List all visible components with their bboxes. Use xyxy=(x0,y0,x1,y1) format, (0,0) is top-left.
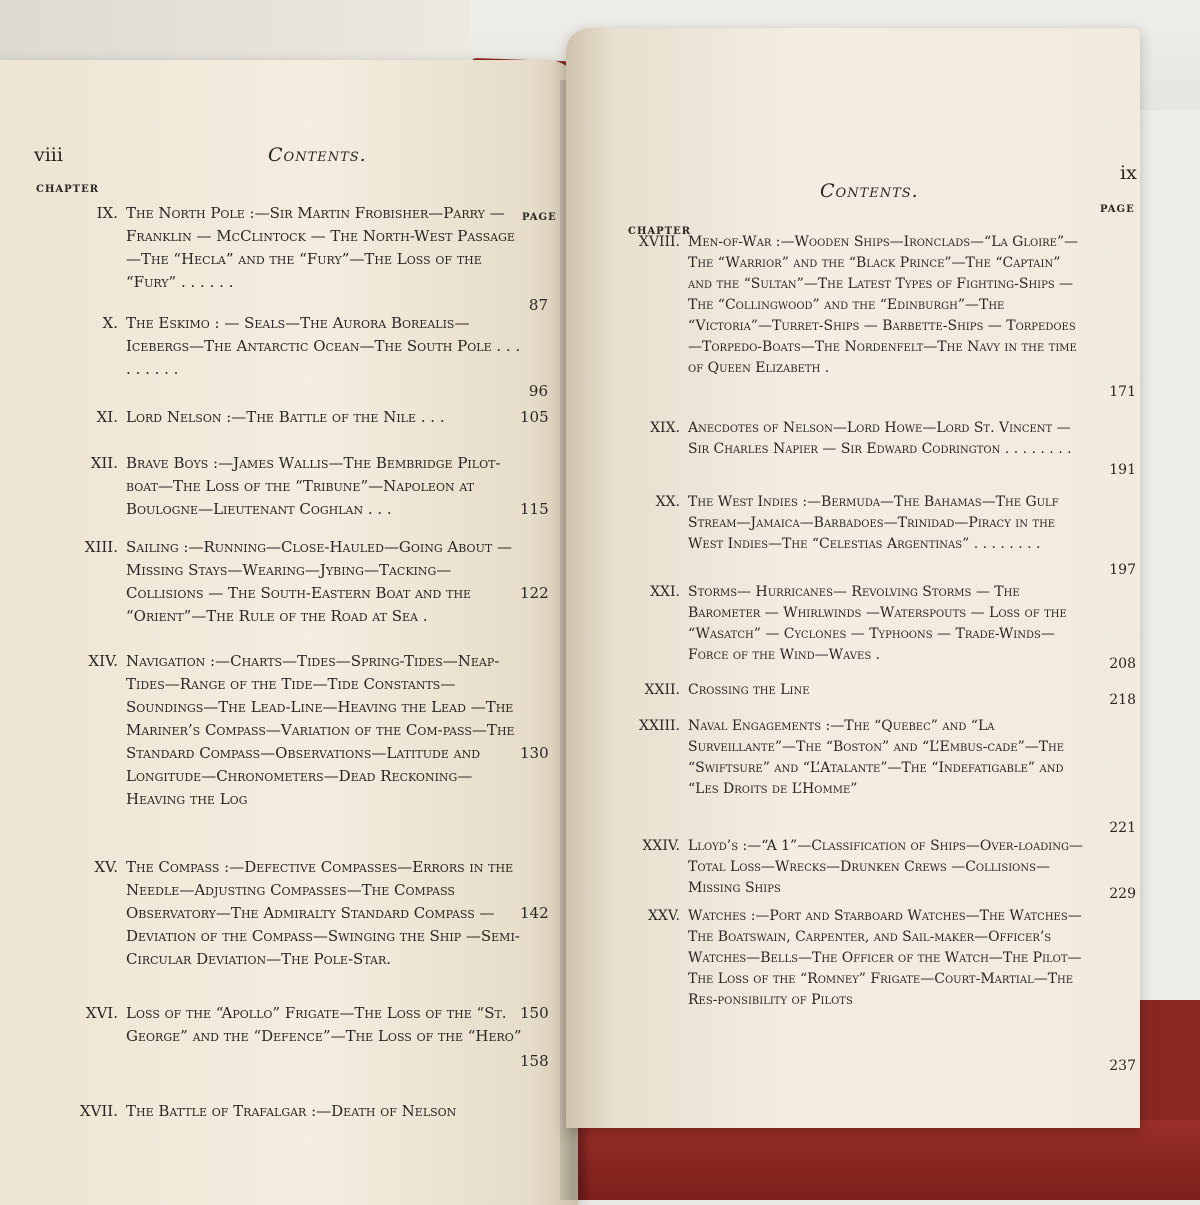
chapter-page: 150 xyxy=(520,1004,549,1022)
chapter-number: XI. xyxy=(96,408,118,426)
chapter-page: 237 xyxy=(1109,1058,1136,1074)
chapter-page: 130 xyxy=(520,744,549,762)
toc-entry xyxy=(30,650,550,850)
chapter-number: XX. xyxy=(655,494,680,510)
chapter-number: XIV. xyxy=(88,652,118,670)
chapter-title: Lord Nelson :—The Battle of the Nile . . . xyxy=(126,408,445,426)
chapter-title: Men-of-War :—Wooden Ships—Ironclads—“La Gloire”—The “Warrior” and the “Black Prince”—The “Captain” and the “Sultan”—The Latest Types of Fighting-Ships — The “Collingwood” and the “Edinburgh”—The “Victoria”—Turret-Ships — Barbette-Ships — Torpedoes—Torpedo-Boats—The Nordenfelt—The Navy in the time of Queen Elizabeth . xyxy=(688,234,1079,376)
page-header: Contents. xyxy=(268,144,367,166)
chapter-title: Storms— Hurricanes— Revolving Storms — The Barometer — Whirlwinds —Waterspouts — Loss of the “Wasatch” — Cyclones — Typhoons — Trade-Winds—Force of the Wind—Waves . xyxy=(688,584,1067,663)
toc-entry xyxy=(30,312,550,402)
chapter-number: XIX. xyxy=(650,420,680,436)
chapter-page: 122 xyxy=(520,584,549,602)
chapter-title: The North Pole :—Sir Martin Frobisher—Parry —Franklin — McClintock — The North-West Passage—The “Hecla” and the “Fury”—The Loss of the “Fury” . . . . . . xyxy=(126,204,515,291)
chapter-title: Watches :—Port and Starboard Watches—The Watches—The Boatswain, Carpenter, and Sail-maker—Officer’s Watches—Bells—The Officer of the Watch—The Pilot—The Loss of the “Romney” Frigate—Court-Martial—The Res-ponsibility of Pilots xyxy=(688,908,1082,1008)
page-number: ix xyxy=(1120,162,1137,184)
toc-entry xyxy=(30,536,550,646)
chapter-page: 229 xyxy=(1109,886,1136,902)
chapter-title: Lloyd’s :—“A 1”—Classification of Ships—Over-loading—Total Loss—Wrecks—Drunken Crews —Collisions—Missing Ships xyxy=(688,838,1083,896)
toc-entry xyxy=(616,418,1136,488)
chapter-title: The Eskimo : — Seals—The Aurora Borealis—Icebergs—The Antarctic Ocean—The South Pole . . . . . . . . . xyxy=(126,314,521,378)
chapter-number: IX. xyxy=(96,204,118,222)
chapter-page: 96 xyxy=(528,382,548,400)
toc-entry xyxy=(30,406,550,436)
toc-entry xyxy=(616,836,1136,906)
toc-entry xyxy=(30,1052,550,1140)
chapter-title: Naval Engagements :—The “Quebec” and “La Surveillante”—The “Boston” and “L’Embus-cade”—The “Swiftsure” and “L’Atalante”—The “Indefatigable” and “Les Droits de L’Homme” xyxy=(688,718,1065,797)
chapter-title: Brave Boys :—James Wallis—The Bembridge Pilot-boat—The Loss of the “Tribune”—Napoleon at Boulogne—Lieutenant Coghlan . . . xyxy=(126,454,501,518)
chapter-page: 158 xyxy=(520,1052,549,1070)
chapter-number: X. xyxy=(102,314,118,332)
chapter-number: XXI. xyxy=(650,584,680,600)
chapter-title: Crossing the Line xyxy=(688,682,810,698)
chapter-number: XVIII. xyxy=(638,234,680,250)
page-label: PAGE xyxy=(522,212,557,223)
page-label: PAGE xyxy=(1100,204,1135,215)
chapter-page: 218 xyxy=(1109,692,1136,708)
chapter-number: XXIV. xyxy=(642,838,680,854)
chapter-label: CHAPTER xyxy=(36,184,100,195)
right-page xyxy=(566,28,1140,1128)
toc-entry xyxy=(30,856,550,996)
chapter-number: XXIII. xyxy=(639,718,680,734)
toc-entry xyxy=(30,1002,550,1092)
chapter-page: 115 xyxy=(520,500,549,518)
chapter-page: 191 xyxy=(1109,462,1136,478)
chapter-number: XXV. xyxy=(647,908,680,924)
chapter-page: 87 xyxy=(528,296,548,314)
chapter-page: 208 xyxy=(1109,656,1136,672)
chapter-page: 105 xyxy=(520,408,549,426)
toc-entry xyxy=(616,232,1136,412)
chapter-title: The West Indies :—Bermuda—The Bahamas—The Gulf Stream—Jamaica—Barbadoes—Trinidad—Piracy in the West Indies—The “Celestias Argentinas” . . . . . . . . xyxy=(688,494,1059,552)
book-cover-bottom xyxy=(560,1120,1200,1200)
chapter-number: XVII. xyxy=(79,1102,118,1120)
chapter-number: XV. xyxy=(94,858,118,876)
chapter-title: Loss of the “Apollo” Frigate—The Loss of the “St. George” and the “Defence”—The Loss of the “Hero” xyxy=(126,1004,522,1045)
chapter-title: Anecdotes of Nelson—Lord Howe—Lord St. Vincent — Sir Charles Napier — Sir Edward Codrington . . . . . . . . xyxy=(688,420,1072,457)
chapter-page: 171 xyxy=(1109,384,1136,400)
toc-entry xyxy=(616,582,1136,672)
toc-entry xyxy=(616,680,1136,706)
chapter-number: XXII. xyxy=(644,682,680,698)
left-page xyxy=(0,60,578,1205)
chapter-page: 221 xyxy=(1109,820,1136,836)
chapter-title: Navigation :—Charts—Tides—Spring-Tides—Neap-Tides—Range of the Tide—Tide Constants—Soundings—The Lead-Line—Heaving the Lead —The Mariner’s Compass—Variation of the Com-pass—The Standard Compass—Observations—Latitude and Longitude—Chronometers—Dead Reckoning—Heaving the Log xyxy=(126,652,515,808)
toc-entry xyxy=(30,452,550,542)
chapter-number: XVI. xyxy=(85,1004,118,1022)
chapter-number: XIII. xyxy=(84,538,118,556)
chapter-title: Sailing :—Running—Close-Hauled—Going About —Missing Stays—Wearing—Jybing—Tacking—Collisions — The South-Eastern Boat and the “Orient”—The Rule of the Road at Sea . xyxy=(126,538,512,625)
toc-entry xyxy=(30,202,550,312)
toc-entry xyxy=(616,906,1136,1074)
chapter-number: XII. xyxy=(90,454,118,472)
page-number: viii xyxy=(34,144,63,166)
chapter-page: 197 xyxy=(1109,562,1136,578)
chapter-title: The Compass :—Defective Compasses—Errors in the Needle—Adjusting Compasses—The Compass Observatory—The Admiralty Standard Compass —Deviation of the Compass—Swinging the Ship —Semi-Circular Deviation—The Pole-Star. xyxy=(126,858,520,968)
page-header: Contents. xyxy=(820,180,919,202)
chapter-title: The Battle of Trafalgar :—Death of Nelson xyxy=(126,1102,457,1120)
chapter-label: CHAPTER xyxy=(628,226,692,237)
toc-entry xyxy=(616,716,1136,836)
chapter-page: 142 xyxy=(520,904,549,922)
toc-entry xyxy=(616,492,1136,582)
